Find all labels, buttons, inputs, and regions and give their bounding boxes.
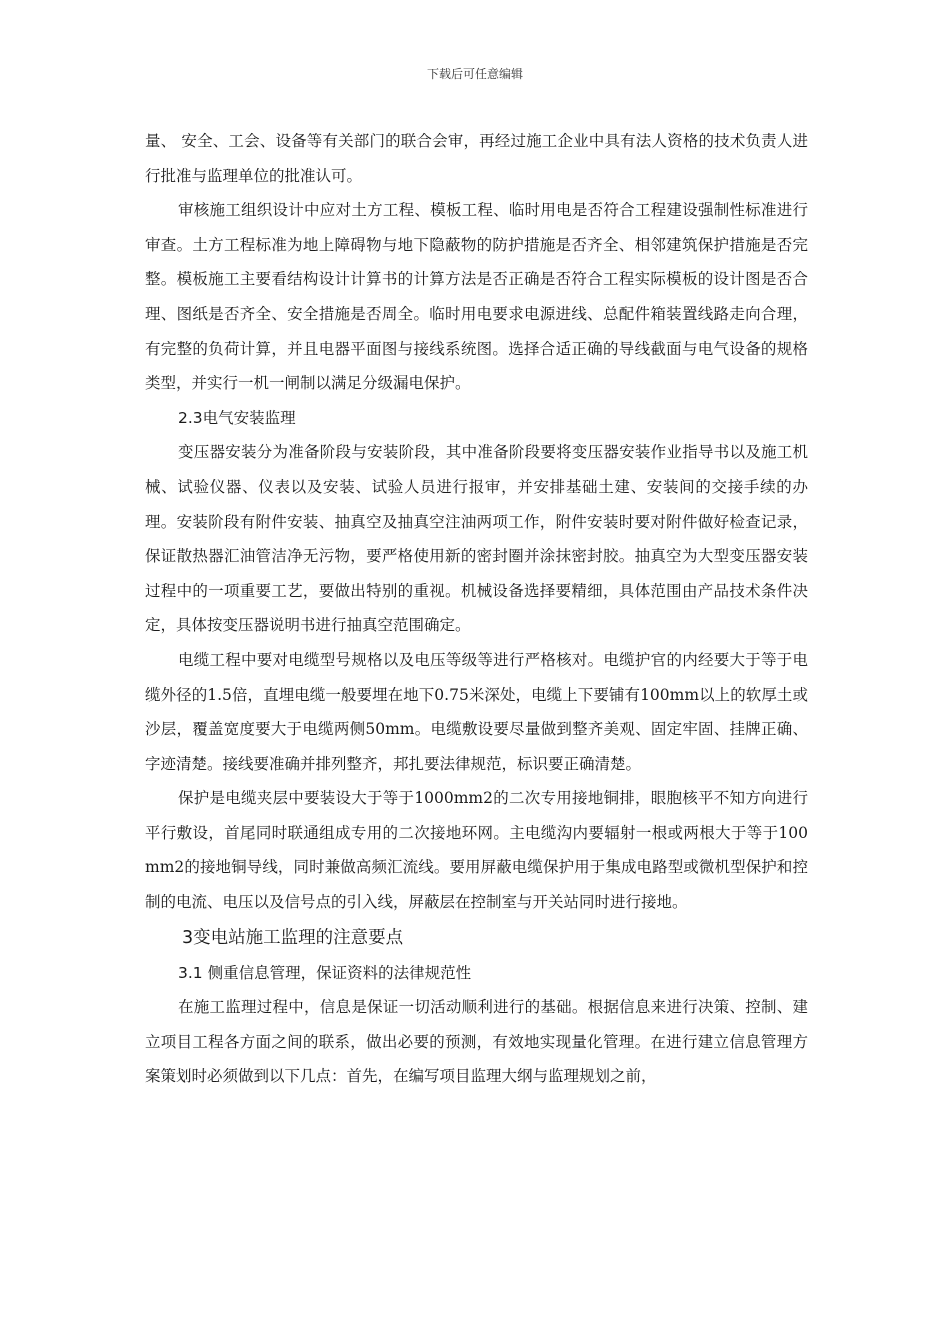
paragraph: 审核施工组织设计中应对土方工程、模板工程、临时用电是否符合工程建设强制性标准进行审查。土方工程标准为地上障碍物与地下隐蔽物的防护措施是否齐全、相邻建筑保护措施是否完整。模板施工主要看结构设计计算书的计算方法是否正确是否符合工程实际模板的设计图是否合理、图纸是否齐全、安全措施是否周全。临时用电要求电源进线、总配件箱装置线路走向合理，有完整的负荷计算，并且电器平面图与接线系统图。选择合适正确的导线截面与电气设备的规格类型，并实行一机一闸制以满足分级漏电保护。 — [145, 201, 808, 393]
paragraph: 保护是电缆夹层中要装设大于等于1000mm2的二次专用接地铜排，眼胞核平不知方向进行平行敷设，首尾同时联通组成专用的二次接地环网。主电缆沟内要辐射一根或两根大于等于100mm2的接地铜导线，同时兼做高频汇流线。要用屏蔽电缆保护用于集成电路型或微机型保护和控制的电流、电压以及信号点的引入线，屏蔽层在控制室与开关站同时进行接地。 — [145, 789, 808, 912]
paragraph: 在施工监理过程中，信息是保证一切活动顺利进行的基础。根据信息来进行决策、控制、建立项目工程各方面之间的联系，做出必要的预测，有效地实现量化管理。在进行建立信息管理方案策划时必须做到以下几点：首先，在编写项目监理大纲与监理规划之前， — [145, 998, 808, 1086]
chapter-heading: 3变电站施工监理的注意要点 — [182, 927, 404, 948]
page-header: 下载后可任意编辑 — [426, 67, 523, 81]
paragraph: 变压器安装分为准备阶段与安装阶段，其中准备阶段要将变压器安装作业指导书以及施工机械、试验仪器、仪表以及安装、试验人员进行报审，并安排基础土建、安装间的交接手续的办理。安装阶段有附件安装、抽真空及抽真空注油两项工作，附件安装时要对附件做好检查记录，保证散热器汇油管洁净无污物，要严格使用新的密封圈并涂抹密封胶。抽真空为大型变压器安装过程中的一项重要工艺，要做出特别的重视。机械设备选择要精细，具体范围由产品技术条件决定，具体按变压器说明书进行抽真空范围确定。 — [145, 443, 808, 635]
section-heading: 3.1 侧重信息管理，保证资料的法律规范性 — [178, 963, 472, 982]
document-body — [145, 124, 808, 1094]
section-heading: 2.3电气安装监理 — [178, 408, 296, 427]
paragraph: 量、 安全、工会、设备等有关部门的联合会审，再经过施工企业中具有法人资格的技术负责人进行批准与监理单位的批准认可。 — [145, 132, 808, 185]
paragraph: 电缆工程中要对电缆型号规格以及电压等级等进行严格核对。电缆护官的内经要大于等于电缆外径的1.5倍，直埋电缆一般要埋在地下0.75米深处，电缆上下要铺有100mm以上的软厚土或沙层，覆盖宽度要大于电缆两侧50mm。电缆敷设要尽量做到整齐美观、固定牢固、挂牌正确、字迹清楚。接线要准确并排列整齐，邦扎要法律规范，标识要正确清楚。 — [145, 650, 808, 773]
